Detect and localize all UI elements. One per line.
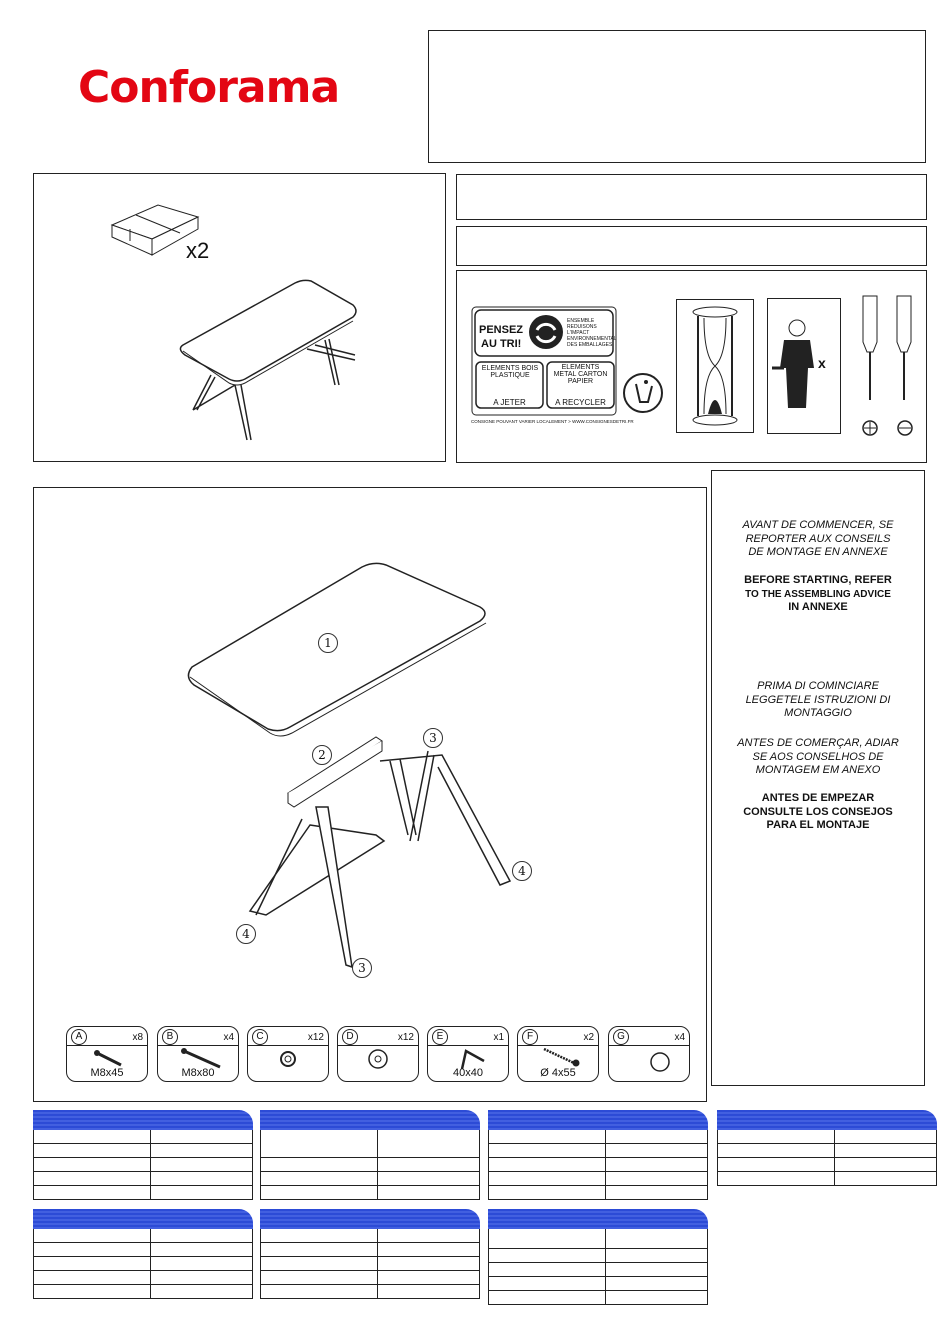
table-row	[33, 1172, 253, 1186]
info-table-7	[488, 1209, 708, 1305]
hardware-f	[517, 1026, 599, 1082]
table-row	[717, 1130, 937, 1144]
advice-en	[711, 574, 925, 615]
hardware-letter: C	[252, 1029, 268, 1045]
advice-line: IN ANNEXE	[788, 601, 848, 613]
bois-line-1: ELEMENTS BOIS	[481, 365, 539, 372]
hardware-qty: x4	[223, 1032, 234, 1043]
part-3-label-top: 3	[423, 728, 443, 748]
hardware-letter: D	[342, 1029, 358, 1045]
product-info-box	[428, 30, 926, 163]
table-row	[260, 1271, 480, 1285]
table-row	[488, 1186, 708, 1200]
table-row	[717, 1144, 937, 1158]
ensemble-line-4: DES EMBALLAGES	[567, 342, 613, 348]
hardware-spec: 40x40	[453, 1067, 483, 1079]
advice-line: REPORTER AUX CONSEILS	[745, 532, 891, 545]
hardware-c	[247, 1026, 329, 1082]
hardware-letter: E	[432, 1029, 448, 1045]
advice-line: ANTES DE COMERÇAR, ADIAR	[737, 737, 899, 749]
info-table-3	[488, 1110, 708, 1200]
conforama-logo: Conforama	[78, 62, 340, 113]
table-row	[488, 1144, 708, 1158]
part-3-label-bottom: 3	[352, 958, 372, 978]
info-table-4	[717, 1110, 937, 1186]
info-table-5	[33, 1209, 253, 1299]
pensez-text: PENSEZ	[479, 324, 524, 336]
table-row	[488, 1277, 708, 1291]
recycling-footnote: CONSIGNE POUVANT VARIER LOCALEMENT > WWW.CONSIGNESDETRI.FR	[471, 419, 634, 424]
hardware-letter: F	[522, 1029, 538, 1045]
table-row	[33, 1285, 253, 1299]
hardware-letter: B	[162, 1029, 178, 1045]
hardware-qty: x2	[583, 1032, 594, 1043]
package-count: x2	[186, 238, 210, 263]
advice-line: TO THE ASSEMBLING ADVICE	[745, 588, 891, 600]
hardware-qty: x12	[307, 1032, 324, 1043]
advice-line: MONTAGEM EM ANEXO	[755, 764, 881, 776]
advice-line: SE AOS CONSELHOS DE	[752, 750, 884, 763]
part-4-label-left: 4	[236, 924, 256, 944]
hardware-spec: M8x80	[181, 1067, 215, 1079]
hardware-qty: x4	[674, 1032, 685, 1043]
table-row	[33, 1158, 253, 1172]
advice-line: CONSULTE LOS CONSEJOS	[743, 805, 893, 818]
table-row	[260, 1243, 480, 1257]
table-row	[33, 1243, 253, 1257]
part-2-label: 2	[312, 745, 332, 765]
pad-icon	[649, 1051, 671, 1073]
hardware-spec: Ø 4x55	[540, 1067, 576, 1079]
table-row	[488, 1130, 708, 1144]
advice-line: MONTAGGIO	[784, 707, 852, 719]
table-row	[260, 1229, 480, 1243]
info-box-2	[456, 226, 927, 266]
info-table-2	[260, 1110, 480, 1200]
table-row	[488, 1172, 708, 1186]
hardware-qty: x8	[132, 1032, 143, 1043]
advice-line: DE MONTAGE EN ANNEXE	[748, 546, 888, 558]
table-row	[488, 1249, 708, 1263]
recycling-label	[471, 306, 617, 416]
advice-line: BEFORE STARTING, REFER	[744, 574, 892, 586]
table-row	[260, 1285, 480, 1299]
bolt-icon	[93, 1049, 125, 1069]
table-row	[260, 1130, 480, 1158]
ensemble-line-3: ENVIRONNEMENTAL	[567, 336, 617, 342]
info-table-6	[260, 1209, 480, 1299]
part-4-label-right: 4	[512, 861, 532, 881]
au-tri-text: AU TRI!	[481, 338, 522, 350]
screwdrivers-icon	[855, 292, 925, 442]
table-row	[260, 1172, 480, 1186]
table-header	[33, 1110, 253, 1130]
washer-icon	[366, 1047, 390, 1071]
hardware-letter: G	[613, 1029, 629, 1045]
a-jeter-text: A JETER	[493, 398, 526, 407]
info-box-1	[456, 174, 927, 220]
bois-line-2: PLASTIQUE	[490, 372, 530, 379]
table-row	[33, 1130, 253, 1144]
hardware-qty: x1	[493, 1032, 504, 1043]
advice-pt	[711, 737, 925, 778]
table-row	[33, 1144, 253, 1158]
advice-es	[711, 792, 925, 833]
washer-icon	[278, 1049, 298, 1069]
hourglass-icon	[690, 306, 740, 426]
person-icon	[772, 318, 822, 410]
part-1-label: 1	[318, 633, 338, 653]
a-recycler-text: A RECYCLER	[555, 398, 606, 407]
hardware-qty: x12	[397, 1032, 414, 1043]
advice-line: AVANT DE COMMENCER, SE	[742, 519, 894, 531]
table-header	[717, 1110, 937, 1130]
hardware-e	[427, 1026, 509, 1082]
table-row	[488, 1158, 708, 1172]
hardware-g	[608, 1026, 690, 1082]
table-header	[488, 1209, 708, 1229]
advice-line: LEGGETELE ISTRUZIONI DI	[745, 693, 891, 706]
table-row	[33, 1257, 253, 1271]
table-row	[33, 1271, 253, 1285]
table-header	[260, 1110, 480, 1130]
table-row	[260, 1257, 480, 1271]
table-header	[33, 1209, 253, 1229]
metal-line-1: ELEMENTS	[561, 364, 600, 371]
table-row	[33, 1229, 253, 1243]
hardware-letter: A	[71, 1029, 87, 1045]
hardware-spec: M8x45	[90, 1067, 124, 1079]
hardware-b	[157, 1026, 239, 1082]
table-row	[33, 1186, 253, 1200]
trash-recycle-icon	[622, 372, 664, 414]
table-row	[488, 1263, 708, 1277]
table-header	[260, 1209, 480, 1229]
table-row	[260, 1186, 480, 1200]
person-qty: x	[818, 355, 826, 371]
metal-line-3: PAPIER	[567, 378, 594, 385]
info-table-1	[33, 1110, 253, 1200]
advice-line: PRIMA DI COMINCIARE	[757, 680, 879, 692]
table-row	[717, 1172, 937, 1186]
table-row	[488, 1291, 708, 1305]
exploded-view-drawing	[180, 555, 560, 985]
ensemble-line-1: ENSEMBLE	[567, 318, 595, 324]
advice-line: PARA EL MONTAJE	[766, 819, 870, 831]
advice-panel	[711, 470, 925, 1086]
table-row	[260, 1158, 480, 1172]
metal-line-2: METAL CARTON	[553, 371, 608, 378]
table-overview-drawing	[175, 275, 375, 450]
advice-line: ANTES DE EMPEZAR	[761, 792, 875, 804]
table-row	[488, 1229, 708, 1249]
hardware-a	[66, 1026, 148, 1082]
advice-it	[711, 680, 925, 721]
ensemble-line-2: REDUISONS L'IMPACT	[567, 324, 597, 336]
hardware-d	[337, 1026, 419, 1082]
table-row	[717, 1158, 937, 1172]
advice-fr	[711, 519, 925, 560]
screw-icon	[540, 1045, 580, 1067]
table-header	[488, 1110, 708, 1130]
